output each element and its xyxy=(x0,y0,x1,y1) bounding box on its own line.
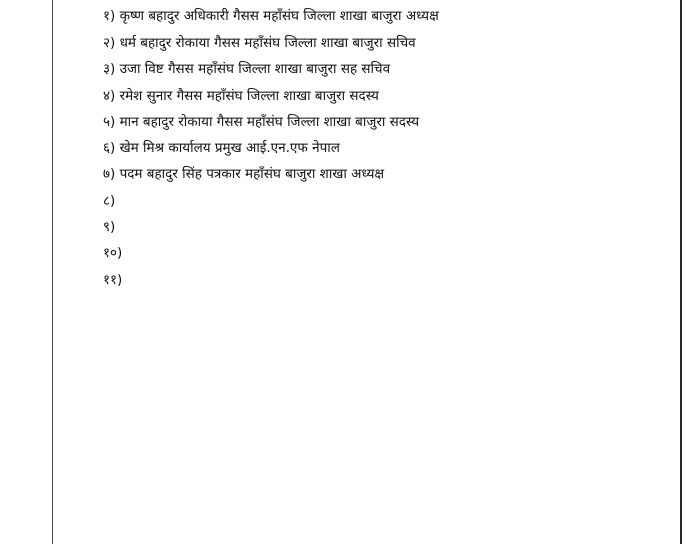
list-item: ७) पदम बहादुर सिंह पत्रकार महाँसंघ बाजुरा शाखा अध्यक्ष xyxy=(103,166,385,182)
list-item: ४) रमेश सुनार गैसस महाँसंघ जिल्ला शाखा बाजुरा सदस्य xyxy=(103,88,379,104)
list-item: ५) मान बहादुर रोकाया गैसस महाँसंघ जिल्ला शाखा बाजुरा सदस्य xyxy=(103,114,420,130)
list-item: ९) xyxy=(103,219,116,235)
list-item: १) कृष्ण बहादुर अधिकारी गैसस महाँसंघ जिल्ला शाखा बाजुरा अध्यक्ष xyxy=(103,8,439,24)
list-item: १०) xyxy=(103,245,123,261)
list-item: ८) xyxy=(103,193,116,209)
page-border-right xyxy=(680,0,682,544)
list-item: २) धर्म बहादुर रोकाया गैसस महाँसंघ जिल्ला शाखा बाजुरा सचिव xyxy=(103,35,416,51)
list-item: ११) xyxy=(103,272,123,288)
list-item: ३) उजा विष्ट गैसस महाँसंघ जिल्ला शाखा बाजुरा सह सचिव xyxy=(103,61,391,77)
page-border-left xyxy=(52,0,53,544)
list-item: ६) खेम मिश्र कार्यालय प्रमुख आई.एन.एफ नेपाल xyxy=(103,140,340,156)
